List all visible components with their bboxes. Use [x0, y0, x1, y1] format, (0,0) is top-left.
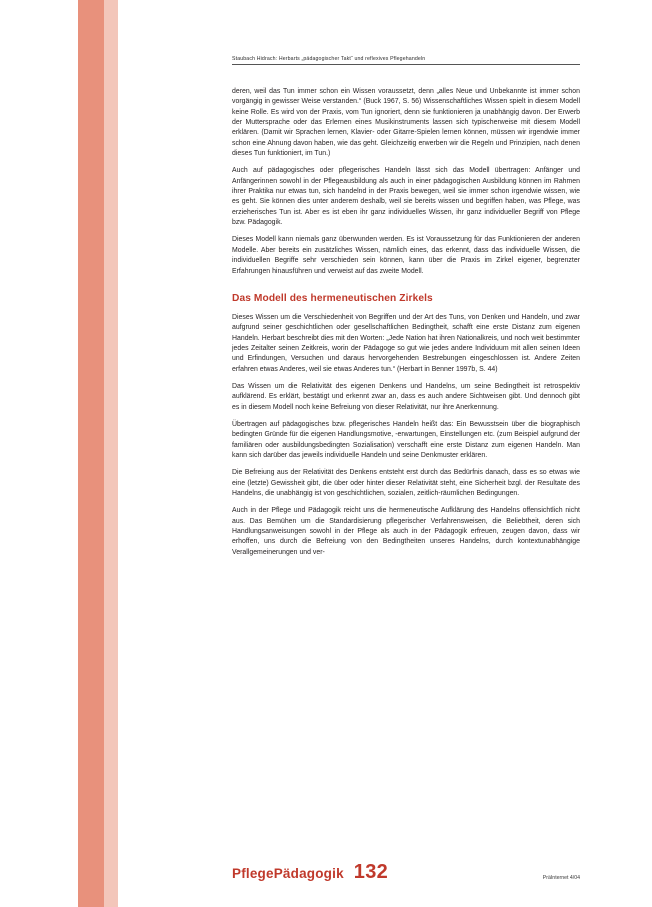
running-head: Staubach Hidrach: Herbarts „pädagogischer Takt“ und reflexives Pflegehandeln: [232, 56, 580, 65]
decorative-left-bar: [78, 0, 104, 907]
journal-brand: [232, 866, 344, 881]
body-paragraph: Das Wissen um die Relativität des eigenen Denkens und Handelns, um seine Bedingtheit ist retrospektiv aufklärend. Es erklärt, bestätigt und erkennt zwar an, dass es auch andere Sichtweisen gibt. Und dennoch gibt es in diesem Modell noch keine Befreiung von dieser Relativität, nur ihre Anerkennung.: [232, 382, 580, 411]
body-paragraph: Dieses Wissen um die Verschiedenheit von Begriffen und der Art des Tuns, von Denken und Handeln, und zwar aufgrund seiner geschichtlichen oder gesellschaftlichen Bedingtheit, schafft eine erste Distanz zum eigenen Handeln. Herbart beschreibt dies mit den Worten: „Jede Nation hat ihren Nationalkreis, und noch weit bestimmter jedes Zeitalter seinen Zeitkreis, worin der Pädagoge so gut wie jedes andere Individuum mit allen seinen Ideen und Erfindungen, Versuchen und daraus hervorgehenden Bestrebungen eingeschlossen ist. Andere Zeiten erfahren etwas Anderes, weil sie etwas Anderes tun.“ (Herbart in Benner 1997b, S. 44): [232, 313, 580, 373]
body-paragraph: Die Befreiung aus der Relativität des Denkens entsteht erst durch das Bedürfnis danach, dass es so etwas wie eine (letzte) Gewissheit gibt, die über oder hinter dieser Relativität steht, eine Sicherheit bzgl. der Resultate des Handelns, die unabhängig ist von geschichtlichen, sozialen, zeitlich-räumlichen Bedingungen.: [232, 469, 580, 497]
body-paragraph: deren, weil das Tun immer schon ein Wissen voraussetzt, denn „alles Neue und Unbekannte ist immer schon vorgängig in gewisser Weise verstanden.“ (Buck 1967, S. 56) Wissenschaftliches Wissen spielt in diesem Modell keine Rolle. Es wird von der Praxis, vom Tun ignoriert, denn sie funktionieren ja unabhängig davon. Der Erwerb der Muttersprache oder das Erlernen eines Musikinstruments lassen sich typischerweise mit diesem Modell erklären. (Damit wir Sprachen lernen, Klavier- oder Gitarre-Spielen lernen können, müssen wir irgendwie immer schon eine Ahnung davon haben, wie das geht. Gleichzeitig erwerben wir die Regeln und Prinzipien, nach denen dieses Tun funktioniert, im Tun.): [232, 88, 580, 158]
issue-label: PräInternet 4/04: [542, 875, 580, 881]
page-number: 132: [353, 861, 389, 883]
section-heading: Das Modell des hermeneutischen Zirkels: [232, 292, 433, 304]
body-paragraph: Dieses Modell kann niemals ganz überwunden werden. Es ist Voraussetzung für das Funktionieren der anderen Modelle. Aber bereits ein zusätzliches Wissen, nämlich eines, das erkennt, dass das individuelle Wissen, die individuellen Begriffe sehr verschieden sein können, kann über die Praxis im Zirkel eigener, begrenzter Erfahrungen hinausführen und verweist auf das zweite Modell.: [232, 236, 580, 275]
journal-brand-part2: Pädagogik: [273, 866, 344, 881]
page-content: [232, 56, 580, 565]
page-footer: [232, 861, 580, 884]
journal-brand-part1: Pflege: [232, 866, 274, 881]
body-paragraph: Übertragen auf pädagogisches bzw. pflegerisches Handeln heißt das: Ein Bewusstsein über die biographisch bedingten Gründe für die eigenen Handlungsmotive, -erwartungen, Einstellungen etc. (zum Beispiel aufgrund der familiären oder ausbildungsbedingten Sozialisation) verschafft eine erste Distanz zum eigenen Handeln. Man kann sich darüber das jeweils individuelle Handeln und seine Denkmuster erklären.: [232, 420, 580, 459]
decorative-left-bar-light: [104, 0, 118, 907]
body-paragraph: Auch in der Pflege und Pädagogik reicht uns die hermeneutische Aufklärung des Handelns offensichtlich nicht aus. Das Bemühen um die Standardisierung pflegerischer Verfahrensweisen, die Beliebtheit, deren sich Handlungsanweisungen sowohl in der Pflege als auch in der Pädagogik erfreuen, zeugen davon, dass wir erhoffen, uns durch die Befreiung von den Bedingtheiten unseres Handelns, durch kontextunabhängige Verallgemeinerungen und ver-: [232, 507, 580, 556]
body-paragraph: Auch auf pädagogisches oder pflegerisches Handeln lässt sich das Modell übertragen: Anfänger und Anfängerinnen sowohl in der Pflegeausbildung als auch in einer pädagogischen Ausbildung können im Rahmen ihrer Praktika nur etwas tun, sich handelnd in der Praxis bewegen, weil sie immer schon irgendwie wissen, wie es geht. Sie können dies unter anderem deshalb, weil sie bereits wissen und begriffen haben, was Pflege, was erzieherisches Tun ist. Aber es ist eben ihr ganz individuelles Wissen, ihr ganz individueller Begriff von Pflege bzw. Pädagogik.: [232, 167, 580, 227]
